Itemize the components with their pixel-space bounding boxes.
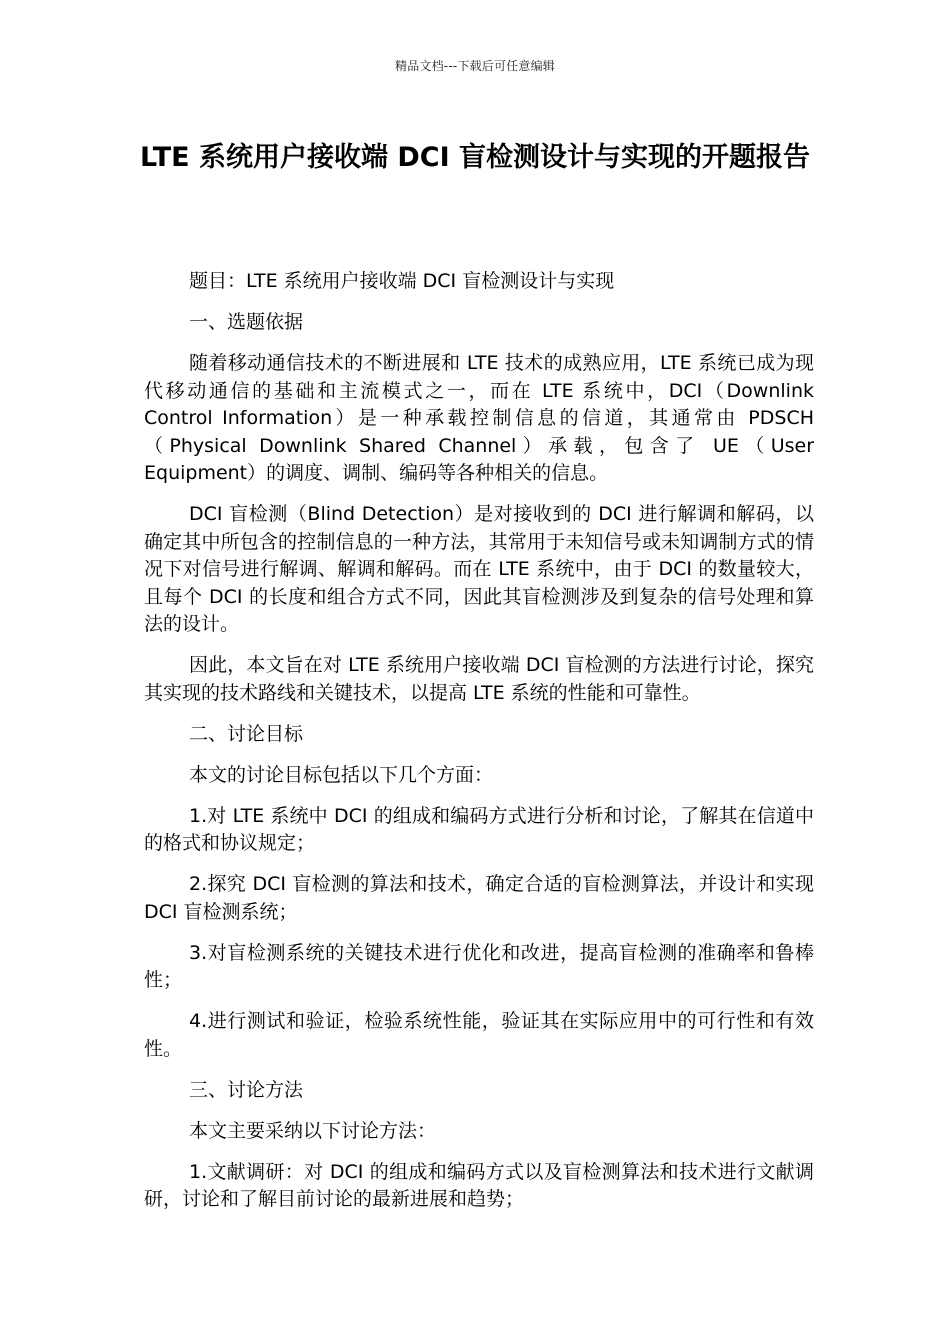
- section-heading-goals: 二、讨论目标: [189, 722, 304, 745]
- list-item: 1.对 LTE 系统中 DCI 的组成和编码方式进行分析和讨论，了解其在信道中的格式和协议规定；: [144, 804, 814, 854]
- list-item: 4.进行测试和验证，检验系统性能，验证其在实际应用中的可行性和有效性。: [144, 1010, 814, 1060]
- body-paragraph: 本文的讨论目标包括以下几个方面：: [189, 763, 494, 786]
- list-item: 3.对盲检测系统的关键技术进行优化和改进，提高盲检测的准确率和鲁棒性；: [144, 941, 814, 991]
- body-paragraph: DCI 盲检测（Blind Detection）是对接收到的 DCI 进行解调和解码，以确定其中所包含的控制信息的一种方法，其常用于未知信号或未知调制方式的情况下对信号进行解调、解调和解码。而在 LTE 系统中，由于 DCI 的数量较大，且每个 DCI 的长度和组合方式不同，因此其盲检测涉及到复杂的信号处理和算法的设计。: [144, 503, 814, 635]
- list-item: 2.探究 DCI 盲检测的算法和技术，确定合适的盲检测算法，并设计和实现 DCI 盲检测系统；: [144, 873, 814, 923]
- body-paragraph: 随着移动通信技术的不断进展和 LTE 技术的成熟应用，LTE 系统已成为现代移动通信的基础和主流模式之一，而在 LTE 系统中，DCI（Downlink Control Information）是一种承载控制信息的信道，其通常由 PDSCH（Physical Downlink Shared Channel）承载，包含了 UE（User Equipment）的调度、调制、编码等各种相关的信息。: [144, 352, 814, 484]
- section-heading-methods: 三、讨论方法: [189, 1078, 304, 1101]
- page-header-note: 精品文档---下载后可任意编辑: [395, 59, 555, 73]
- topic-line: 题目：LTE 系统用户接收端 DCI 盲检测设计与实现: [189, 270, 615, 292]
- body-paragraph: 因此，本文旨在对 LTE 系统用户接收端 DCI 盲检测的方法进行讨论，探究其实现的技术路线和关键技术，以提高 LTE 系统的性能和可靠性。: [144, 654, 814, 704]
- section-heading-basis: 一、选题依据: [189, 311, 304, 333]
- document-body: [144, 268, 814, 1227]
- document-title: LTE 系统用户接收端 DCI 盲检测设计与实现的开题报告: [139, 142, 811, 173]
- list-item: 1.文献调研：对 DCI 的组成和编码方式以及盲检测算法和技术进行文献调研，讨论和了解目前讨论的最新进展和趋势；: [144, 1160, 814, 1210]
- body-paragraph: 本文主要采纳以下讨论方法：: [189, 1119, 437, 1142]
